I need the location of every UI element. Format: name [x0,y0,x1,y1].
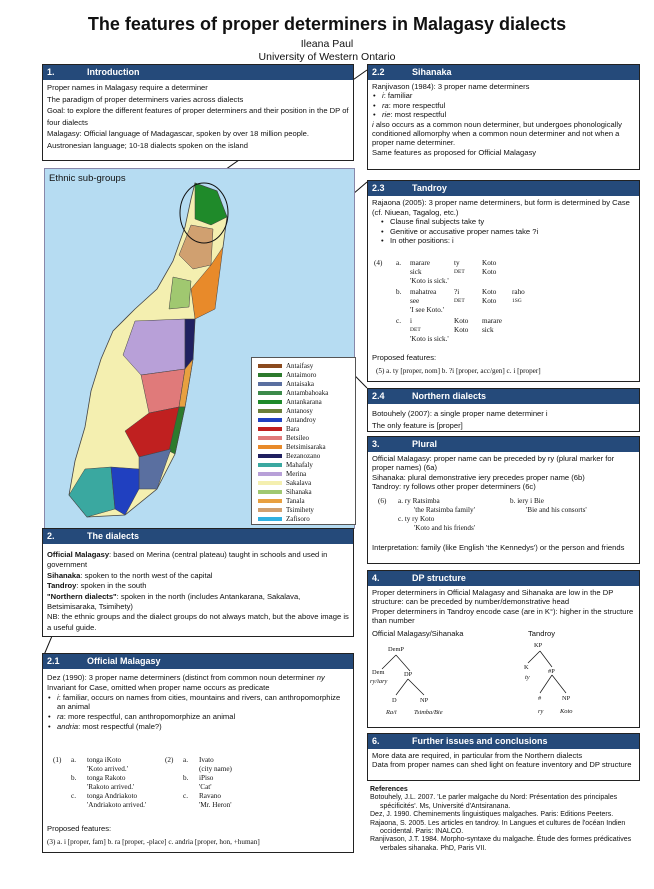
intro-section [42,64,354,161]
legend-entry [258,470,306,478]
official-intro-2: Invariant for Case, omitted when proper name occurs as predicate [47,682,270,692]
northern-header: 2.4 Northern dialects [368,389,639,404]
tree1-d: D [392,697,397,704]
dialect-item: "Northern dialects": spoken in the north (includes Antankarana, Sakalava, Betsimisaraka, Tsimihety) [47,591,301,612]
intro-header: 1. Introduction [43,65,353,80]
legend-swatch [258,454,282,458]
legend-label: Bezanozano [286,452,321,460]
tree1-np-value: Tsimba/Bie [414,709,443,716]
tandroy-bullet: • Genitive or accusative proper names take ?i [390,227,635,237]
sihanaka-line: Same features as proposed for Official Malagasy [372,147,537,157]
legend-swatch [258,373,282,377]
legend-label: Mahafaly [286,461,313,469]
legend-entry [258,416,316,424]
further-header: 6. Further issues and conclusions [368,734,639,749]
author-name: Ileana Paul [300,38,354,50]
legend-label: Bara [286,425,300,433]
sihanaka-intro: Ranjivason (1984): 3 proper name determiners [372,82,530,91]
legend-swatch [258,472,282,476]
legend-label: Antankarana [286,398,322,406]
dp-right-label: Tandroy [528,629,556,638]
tandroy-features: (5) a. ty [proper, nom] b. ?i [proper, acc/gen] c. i [proper] [376,367,541,375]
sihanaka-line: i also occurs as a common noun determiner, but undergoes phonologically conditioned allomorphy when a common noun determiner and not when a proper name determiner. [372,119,622,148]
region-antandroy [111,467,139,515]
dp-body [368,586,639,628]
tree1-dem: Dem [372,669,385,676]
tree2-np-value: Koto [560,708,573,715]
plural-interpretation: Interpretation: family (like English 'the Kennedys') or the person and friends [372,543,625,552]
legend-label: Zafisoro [286,515,310,523]
legend-swatch [258,481,282,485]
tree2-np: NP [562,695,571,702]
map-legend [251,357,356,525]
tree1-dp: DP [404,671,413,678]
official-bullet: • ra: more respectful, can anthropomorphize an animal [57,712,349,722]
legend-label: Merina [286,470,307,478]
legend-swatch [258,391,282,395]
legend-swatch [258,508,282,512]
tandroy-header: 2.3 Tandroy [368,181,639,196]
official-features-head: Proposed features: [47,824,112,833]
tree2-nump: #P [548,668,555,675]
plural-line: Tandroy: ry follows other proper determiners (6c) [372,482,536,492]
legend-entry [258,425,299,433]
tree1-np: NP [420,697,429,704]
legend-swatch [258,463,282,467]
reference-item: Botouhely, J.L. 2007. 'Le parler malgache du Nord: Présentation des principales spécificités'. Ms, Université d'Antsiranana. [370,794,618,810]
further-section [367,733,640,781]
legend-entry [258,479,311,487]
dialect-item: Tandroy: spoken in the south [47,581,147,591]
official-bullet: • andria: most respectful (male?) [57,722,349,732]
tandroy-bullet: • Clause final subjects take ty [390,217,635,227]
intro-body [43,80,353,154]
legend-swatch [258,445,282,449]
legend-entry [258,398,322,406]
legend-label: Antambahoaka [286,389,329,397]
legend-label: Betsimisaraka [286,443,326,451]
legend-entry [258,443,326,451]
legend-swatch [258,517,282,521]
further-body [368,749,639,772]
dialects-header: 2. The dialects [43,529,353,544]
region-sihanaka [169,277,191,309]
northern-line: The only feature is [proper] [372,420,463,430]
official-features: (3) a. i [proper, fam] b. ra [proper, -place] c. andria [proper, hon, +human] [47,838,260,846]
legend-entry [258,497,305,505]
northern-line: Botouhely (2007): a single proper name determiner i [372,409,548,418]
references-head: References [370,786,408,793]
sihanaka-bullet: • ra: more respectful [382,101,635,110]
official-intro: Dez (1990): 3 proper name determiners (distinct from common noun determiner ny [47,673,325,682]
legend-entry [258,380,314,388]
dp-left-label: Official Malagasy/Sihanaka [372,629,464,638]
tandroy-bullets [380,217,635,246]
plural-line: Official Malagasy: proper name can be preceded by ry (plural marker for proper names) (6a) [372,454,615,473]
official-header: 2.1 Official Malagasy [43,654,353,669]
dialect-item: Official Malagasy: based on Merina (central plateau) taught in schools and used in government [47,550,328,570]
madagascar-map [44,168,355,529]
dp-tree-labels [368,641,641,727]
sihanaka-header: 2.2 Sihanaka [368,65,639,80]
intro-line: Malagasy: Official language of Madagascar, spoken by over 18 million people. [47,129,309,139]
legend-swatch [258,418,282,422]
dp-section [367,570,640,728]
region-antankarana [195,183,227,225]
legend-entry [258,461,313,469]
legend-label: Sakalava [286,479,312,487]
map-label: Ethnic sub-groups [49,173,126,184]
legend-entry [258,452,320,460]
legend-swatch [258,427,282,431]
sihanaka-bullet: • rie: most respectful [382,110,635,119]
tree1-d-value: Ra/i [386,709,397,716]
legend-entry [258,515,310,523]
tandroy-section: 2.3 Tandroy Rajaona (2005): 3 proper name determiners, but form is determined by Case (cf. Niuean, Tagalog, etc.) • Clause final subjects take ty • Genitive or accusative proper names take ?i • In other positions: i (4) a. marare ty Koto sick DET Koto 'Koto is sick.' b. mahatrea ?i Koto raho see DET Koto 1SG 'I see Koto.' c. i Koto marare DET Koto sick 'Koto is sick.' Proposed features: (5) a. ty [proper, nom] b. ?i [proper, acc/gen] c. i [proper] [367,180,640,382]
legend-entry [258,362,313,370]
plural-line: Sihanaka: plural demonstrative iery precedes proper name (6b) [372,472,585,482]
legend-label: Antaisaka [286,380,314,388]
legend-label: Antanosy [286,407,313,415]
legend-label: Antandroy [286,416,316,424]
tree2-num: # [538,695,542,702]
legend-swatch [258,409,282,413]
region-bezanozano [185,319,195,369]
dialects-section [42,528,354,637]
region-betsileo [141,369,185,413]
legend-swatch [258,436,282,440]
official-body [43,669,353,734]
intro-line: Goal: to explore the different features of proper determiners and their position in the DP of four dialects [47,106,349,127]
plural-body [368,452,639,494]
author-affiliation: University of Western Ontario [258,51,396,63]
legend-label: Betsileo [286,434,309,442]
references [370,786,642,853]
legend-label: Tsimihety [286,506,314,514]
legend-entry [258,389,328,397]
dialect-item: NB: the ethnic groups and the dialect groups do not always match, but the above image is a useful guide. [47,612,349,632]
dialects-body [43,544,353,635]
tandroy-features-head: Proposed features: [372,353,437,362]
legend-entry [258,407,313,415]
dp-header: 4. DP structure [368,571,639,586]
legend-label: Tanala [286,497,305,505]
legend-label: Sihanaka [286,488,312,496]
plural-section: 3. Plural Official Malagasy: proper name can be preceded by ry (plural marker for proper names) (6a) Sihanaka: plural demonstrative iery precedes proper name (6b) Tandroy: ry follows other proper determiners (6c) (6) a. ry Ratsimba 'the Ratsimba family' b. iery i Bie 'Bie and his consorts' c. ty ry Koto 'Koto and his friends' Interpretation: family (like English 'the Kennedys') or the person and friends [367,436,640,564]
sihanaka-body [368,80,639,159]
reference-item: Rajaona, S. 2005. Les articles en tandroy. In Langues et cultures de l'océan Indien occidental. Paris: INALCO. [370,819,626,836]
tandroy-bullet: • In other positions: i [390,236,635,246]
tree2-k-value: ty [525,674,530,681]
official-bullets [47,693,349,732]
legend-swatch [258,490,282,494]
tree2-num-value: ry [538,708,544,715]
tandroy-intro: Rajaona (2005): 3 proper name determiners, but form is determined by Case (cf. Niuean, Tagalog, etc.) [372,198,630,217]
legend-entry [258,488,312,496]
official-section: 2.1 Official Malagasy Dez (1990): 3 proper name determiners (distinct from common noun determiner ny Invariant for Case, omitted when proper name occurs as predicate • i: familiar, occurs on names from cities, mountains and rivers, can anthropomorphize an animal • ra: more respectful, can anthropomorphize an animal • andria: most respectful (male?) (1) a. tonga iKoto 'Koto arrived.' b. tonga Rakoto 'Rakoto arrived.' c. tonga Andriakoto 'Andriakoto arrived.' (2) a. Ivato (city name) b. iPiso 'Cat' c. Ravano 'Mr. Heron' Proposed features: (3) a. i [proper, fam] b. ra [proper, -place] c. andria [proper, hon, +human] [42,653,354,853]
intro-line: The paradigm of proper determiners varies across dialects [47,94,244,104]
tandroy-body [368,196,639,248]
reference-item: Ranjivason, J.T. 1984. Morpho-syntaxe du malgache. Étude des formes prédicatives verbales sihanaka. PhD, Paris VII. [370,836,632,852]
further-line: Data from proper names can shed light on feature inventory and DP structure [372,760,632,770]
sihanaka-bullet: • i: familiar [382,91,635,100]
intro-line: Austronesian language; 10-18 dialects spoken on the island [47,140,248,150]
tree1-demp: DemP [388,646,404,653]
northern-body [368,404,639,433]
official-bullet: • i: familiar, occurs on names from cities, mountains and rivers, can anthropomorphize an animal [57,693,349,713]
tree2-kp: KP [534,642,543,649]
legend-entry [258,434,309,442]
poster-title: The features of proper determiners in Malagasy dialects [87,14,567,34]
northern-section [367,388,640,432]
dp-line: Proper determiners in Official Malagasy and Sihanaka are low in the DP structure: can be preceded by number/demonstrative head [372,588,614,607]
plural-header: 3. Plural [368,437,639,452]
tree2-k: K [524,664,529,671]
intro-line: Proper names in Malagasy require a determiner [47,83,208,92]
sihanaka-bullets [372,91,635,119]
tree1-dem-value: ry/iary [370,678,388,685]
legend-entry [258,506,314,514]
further-line: More data are required, in particular from the Northern dialects [372,751,583,760]
dialect-item: Sihanaka: spoken to the north west of the capital [47,570,213,580]
sihanaka-section [367,64,640,170]
legend-swatch [258,499,282,503]
legend-label: Antaifasy [286,362,314,370]
legend-entry [258,371,316,379]
legend-label: Antaimoro [286,371,317,379]
reference-item: Dez, J. 1990. Cheminements linguistiques malgaches. Paris: Editions Peeters. [370,811,614,819]
legend-swatch [258,382,282,386]
dp-line: Proper determiners in Tandroy encode case (are in K°): higher in the structure than number [372,606,634,626]
legend-swatch [258,400,282,404]
legend-swatch [258,364,282,368]
